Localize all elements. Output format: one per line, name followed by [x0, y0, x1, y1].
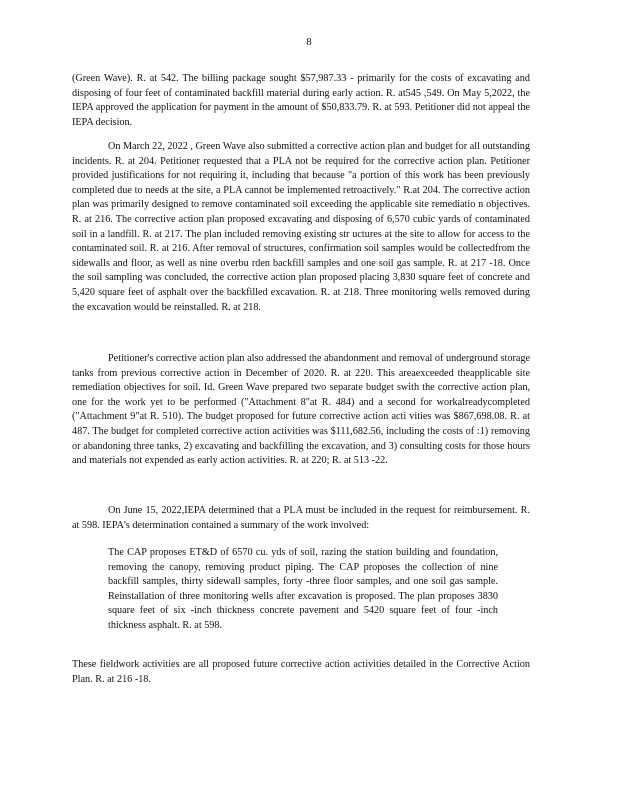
- paragraph-billing-package: (Green Wave). R. at 542. The billing package sought $57,987.33 - primarily for the costs of excavating and disposing of four feet of contaminated backfill material during early action. R. at545 ,549. On May 5,2022, the IEPA approved the application for payment in the amount of $50,833.79. R. at 593. Petitioner did not appeal the IEPA decision.: [72, 73, 530, 128]
- paragraph-corrective-action-plan: On March 22, 2022 , Green Wave also submitted a corrective action plan and budget for all outstanding incidents. R. at 204. Petitioner requested that a PLA not be required for the corrective action plan. Petitioner provided justifications for not requiring it, including that because "a portion of this work has been previously completed due to needs at the site, a PLA cannot be implemented retroactively." R.at 204. The corrective action plan was primarily designed to remove contaminated soil exceeding the applicable site remediatio n objectives. R. at 216. The corrective action plan proposed excavating and disposing of 6,570 cubic yards of contaminated soil in a landfill. R. at 217. The plan included removing existing str uctures at the site to allow for access to the contaminated soil. R. at 216. After removal of structures, confirmation soil samples would be collectedfrom the sidewalls and floor, as well as nine overbu rden backfill samples and one soil gas sample. R. at 217 -18. Once the soil sampling was concluded, the corrective action plan proposed placing 3,830 square feet of concrete and 5,420 square feet of asphalt over the backfilled excavation. R. at 218. Three monitoring wells removed during the excavation would be reinstalled. R. at 218.: [72, 141, 530, 313]
- paragraph-iepa-determination: On June 15, 2022,IEPA determined that a PLA must be included in the request for reimbursement. R. at 598. IEPA's determination contained a summary of the work involved:: [72, 505, 530, 531]
- paragraph-fieldwork-activities: These fieldwork activities are all proposed future corrective action activities detailed in the Corrective Action Plan. R. at 216 -18.: [72, 659, 530, 685]
- page-number: 8: [306, 36, 312, 48]
- paragraph-tank-abandonment: Petitioner's corrective action plan also addressed the abandonment and removal of underground storage tanks from previous corrective action in December of 2020. R. at 220. This areaexceeded theapplicable site remediation objectives for soil. Id. Green Wave prepared two separate budget swith the corrective action plan, one for the work yet to be performed ("Attachment 8"at R. 484) and a second for workalreadycompleted ("Attachment 9"at R. 510). The budget proposed for future corrective action acti vities was $867,698.08. R. at 487. The budget for completed corrective action activities was $111,682.56, including the costs of :1) removing or abandoning three tanks, 2) excavating and backfilling the excavation, and 3) consulting costs for those hours and materials not expended as early action activities. R. at 220; R. at 513 -22.: [72, 353, 530, 467]
- block-quote-work-summary: The CAP proposes ET&D of 6570 cu. yds of soil, razing the station building and foundation, removing the canopy, removing product piping. The CAP proposes the collection of nine backfill samples, thirty sidewall samples, forty -three floor samples, and one soil gas sample. Reinstallation of three monitoring wells after excavation is proposed. The plan proposes 3830 square feet of six -inch thickness concrete pavement and 5420 square feet of four -inch thickness asphalt. R. at 598.: [108, 547, 498, 631]
